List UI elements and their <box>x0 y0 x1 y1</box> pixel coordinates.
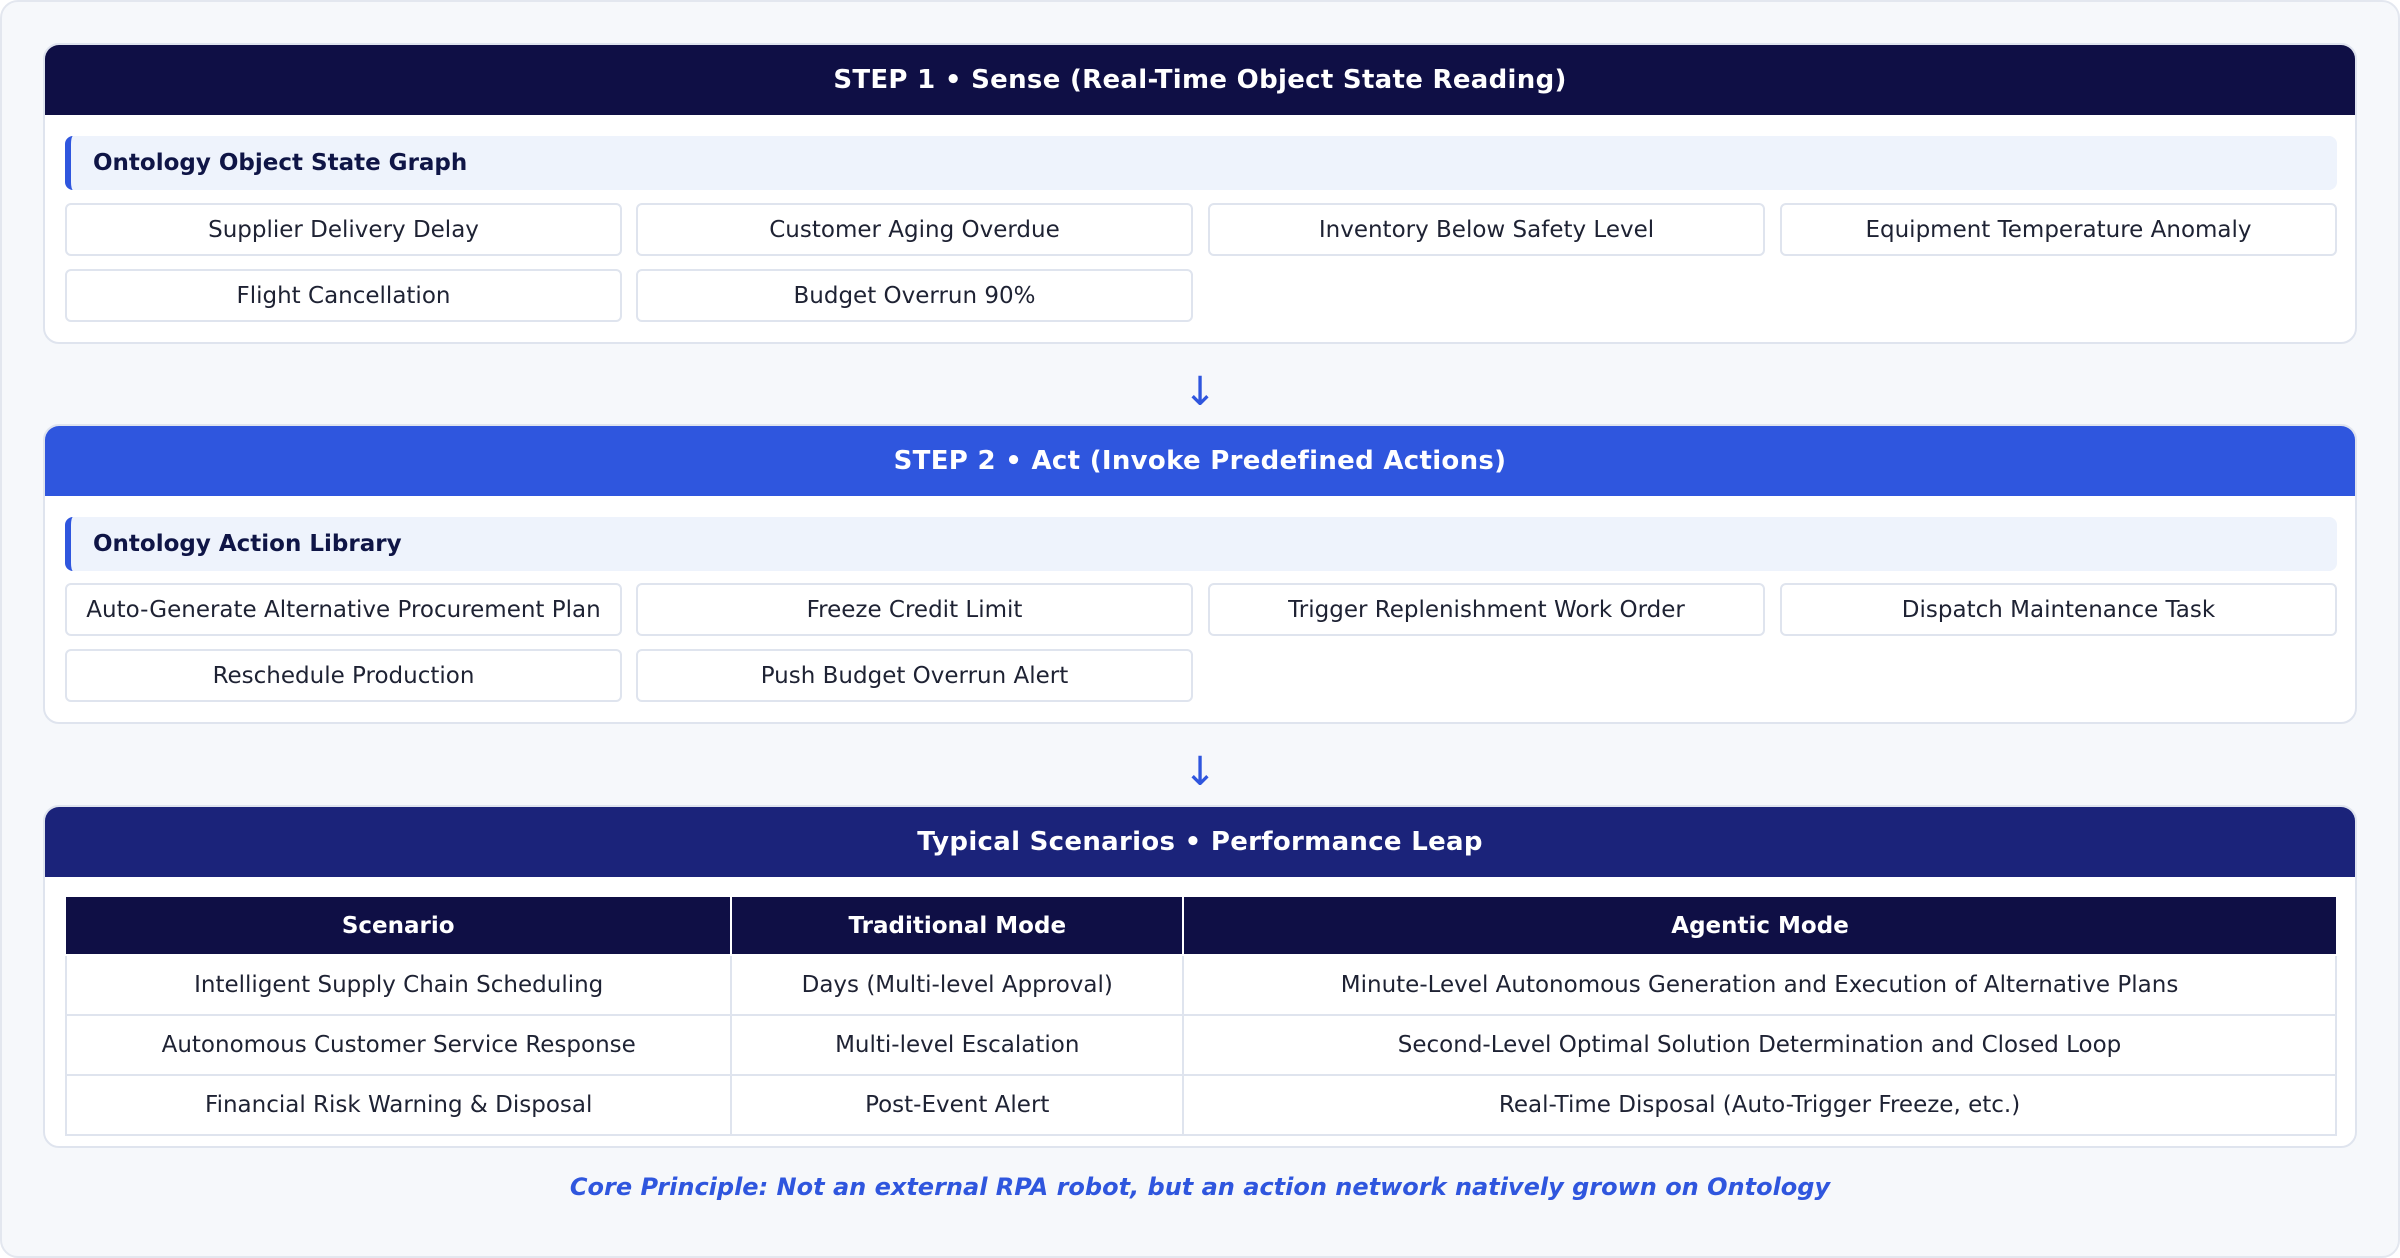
table-cell: Real-Time Disposal (Auto-Trigger Freeze, etc.) <box>1183 1075 2336 1135</box>
table-header-row <box>66 897 2336 955</box>
action-item: Dispatch Maintenance Task <box>1780 583 2337 636</box>
state-item: Equipment Temperature Anomaly <box>1780 203 2337 256</box>
step1-header <box>45 45 2355 115</box>
column-header-scenario: Scenario <box>66 897 731 955</box>
scenarios-title: Typical Scenarios • Performance Leap <box>917 827 1483 857</box>
step1-title: STEP 1 • Sense (Real-Time Object State Reading) <box>833 65 1567 95</box>
action-item: Freeze Credit Limit <box>636 583 1193 636</box>
scenarios-section <box>43 805 2357 1148</box>
table-cell: Intelligent Supply Chain Scheduling <box>66 955 731 1015</box>
step2-section <box>43 424 2357 724</box>
table-row <box>66 1015 2336 1075</box>
flow-arrow-2: ↓ <box>1183 749 1217 795</box>
action-item: Reschedule Production <box>65 649 622 702</box>
table-row <box>66 1075 2336 1135</box>
step1-section <box>43 43 2357 344</box>
step2-header <box>45 426 2355 496</box>
table-cell: Autonomous Customer Service Response <box>66 1015 731 1075</box>
state-item: Inventory Below Safety Level <box>1208 203 1765 256</box>
table-cell: Second-Level Optimal Solution Determination and Closed Loop <box>1183 1015 2336 1075</box>
state-item: Supplier Delivery Delay <box>65 203 622 256</box>
flow-arrow-1: ↓ <box>1183 369 1217 415</box>
step2-panel-title: Ontology Action Library <box>65 517 2337 571</box>
action-item: Push Budget Overrun Alert <box>636 649 1193 702</box>
action-item: Trigger Replenishment Work Order <box>1208 583 1765 636</box>
step2-title: STEP 2 • Act (Invoke Predefined Actions) <box>893 446 1507 476</box>
step1-panel-title: Ontology Object State Graph <box>65 136 2337 190</box>
performance-table <box>65 897 2337 1136</box>
table-cell: Post-Event Alert <box>731 1075 1183 1135</box>
action-item: Auto-Generate Alternative Procurement Plan <box>65 583 622 636</box>
table-cell: Multi-level Escalation <box>731 1015 1183 1075</box>
table-cell: Financial Risk Warning & Disposal <box>66 1075 731 1135</box>
scenarios-header <box>45 807 2355 877</box>
table-cell: Minute-Level Autonomous Generation and Execution of Alternative Plans <box>1183 955 2336 1015</box>
core-principle-note: Core Principle: Not an external RPA robot, but an action network natively grown on Ontology <box>569 1173 1831 1201</box>
table-row <box>66 955 2336 1015</box>
column-header-agentic: Agentic Mode <box>1183 897 2336 955</box>
column-header-traditional: Traditional Mode <box>731 897 1183 955</box>
state-item: Budget Overrun 90% <box>636 269 1193 322</box>
table-cell: Days (Multi-level Approval) <box>731 955 1183 1015</box>
state-item: Flight Cancellation <box>65 269 622 322</box>
state-item: Customer Aging Overdue <box>636 203 1193 256</box>
